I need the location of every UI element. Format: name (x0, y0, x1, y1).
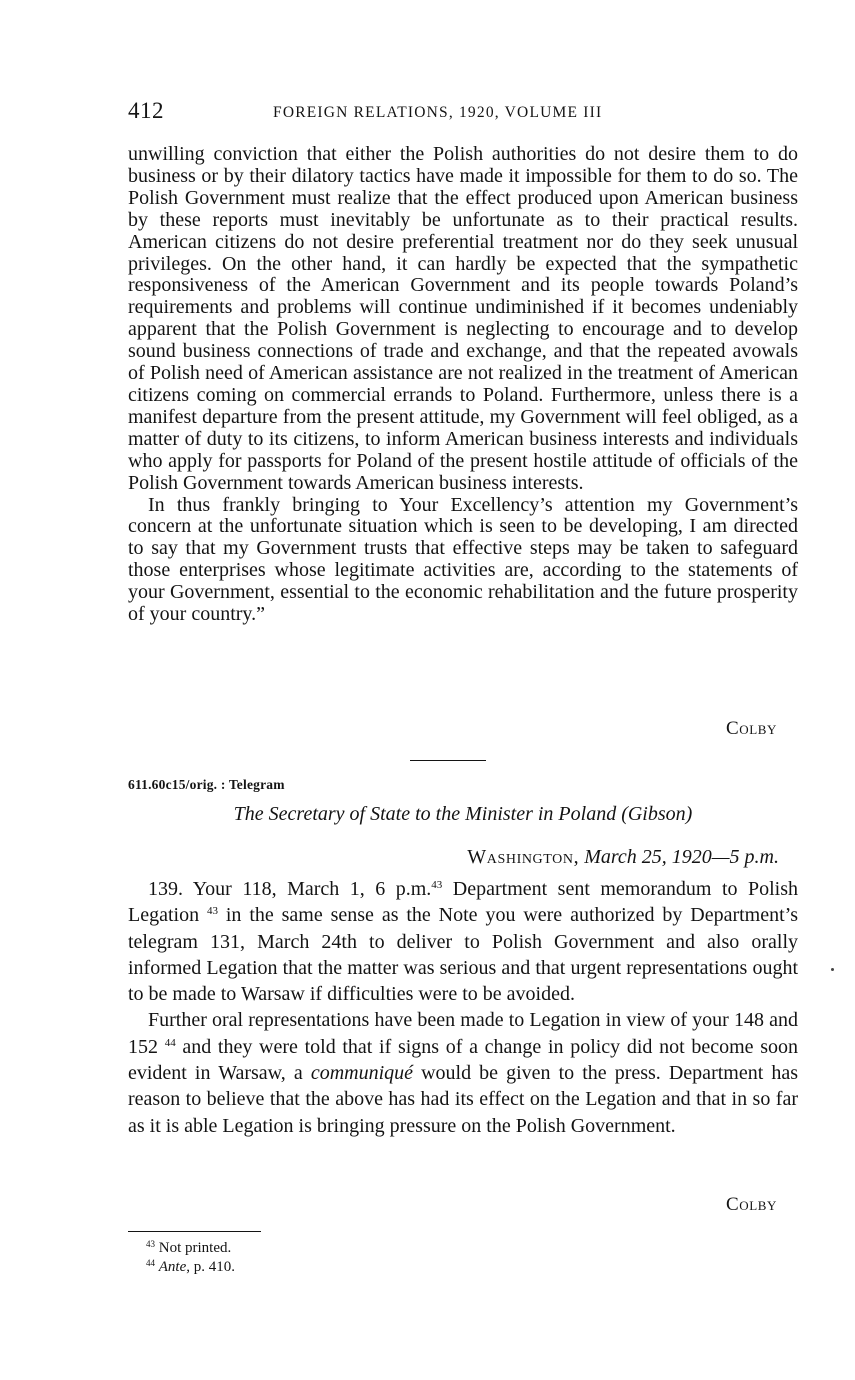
page-number: 412 (128, 98, 164, 123)
scan-speck (831, 968, 834, 971)
telegram-signature: Colby (725, 1194, 777, 1215)
footnote-rule (128, 1231, 261, 1232)
footnotes (146, 1239, 235, 1277)
telegram-text: Further oral representations have been made to Legation in view of your 148 and 152 (128, 1009, 798, 1058)
telegram-text: in the same sense as the Note you were authorized by Department’s telegram 131, March 24th to deliver to Polish Government and also orally informed Legation that the matter was serious and that urgent representations ought to be made to Warsaw if difficulties were to be avoided. (128, 904, 798, 1006)
telegram-text: Department sent memorandum to Polish Legation (128, 878, 799, 927)
page-header (128, 98, 798, 128)
running-head: FOREIGN RELATIONS, 1920, VOLUME III (273, 104, 603, 121)
footnote-italic: Ante (158, 1259, 187, 1275)
telegram-text: and they were told that if signs of a change in policy did not become soon evident in Warsaw, a (128, 1035, 798, 1085)
footnote-item (146, 1258, 235, 1277)
footnote-mark: 44 (146, 1258, 155, 1268)
section-divider (410, 760, 486, 761)
telegram-italic-text: communiqué (310, 1062, 414, 1085)
letter-paragraph: unwilling conviction that either the Polish authorities do not desire them to do business or by their dilatory tactics have made it impossible for them to do so. The Polish Government must realize that the effect produced upon American business by these reports must inevitably be unfortunate as to their practical results. American citizens do not desire preferential treatment nor do they seek unusual privileges. On the other hand, it can hardly be expected that the sympathetic responsiveness of the American Government and its people towards Poland’s requirements and problems will continue undiminished if it becomes undeniably apparent that the Polish Government is neglecting to encourage and to develop sound business connections of trade and exchange, and that the repeated avowals of Polish need of American assistance are not realized in the treatment of American citizens coming on commercial errands to Poland. Furthermore, unless there is a manifest departure from the present attitude, my Government will feel obliged, as a matter of duty to its citizens, to inform American business interests and individuals who apply for passports for Poland of the present hostile attitude of officials of the Polish Government towards American business interests. (128, 143, 798, 494)
footnote-reference[interactable]: 43 (206, 905, 218, 918)
telegram-paragraph (128, 1007, 798, 1138)
footnote-text: , p. 410. (186, 1259, 235, 1275)
dateline-date: March 25, 1920—5 p.m. (584, 846, 779, 868)
telegram-text: 139. Your 118, March 1, 6 p.m. (148, 878, 432, 900)
footnote-text: Not printed. (158, 1240, 232, 1256)
file-reference: 611.60c15/orig. : Telegram (128, 777, 285, 792)
telegram-text: would be given to the press. Department has reason to believe that the above has had its effect on the Legation and that in so far as it is able Legation is bringing pressure on the Polish Government. (128, 1062, 798, 1137)
dateline (467, 846, 779, 869)
footnote-reference[interactable]: 44 (164, 1036, 176, 1049)
telegram-paragraph (128, 876, 798, 1007)
letter-signature: Colby (725, 718, 777, 739)
footnote-reference[interactable]: 43 (431, 879, 443, 891)
dateline-city: Washington, (467, 846, 580, 868)
footnote-mark: 43 (146, 1239, 155, 1249)
footnote-item (146, 1239, 235, 1258)
letter-continuation (128, 144, 798, 626)
letter-paragraph: In thus frankly bringing to Your Excellency’s attention my Government’s concern at the unfortunate situation which is seen to be developing, I am directed to say that my Government trusts that effective steps may be taken to safeguard those enterprises whose legitimate activities are, according to the statements of your Government, essential to the economic rehabilitation and the future prosperity of your country.” (128, 493, 798, 626)
document-title: The Secretary of State to the Minister in Poland (Gibson) (233, 803, 693, 825)
telegram-body (128, 876, 798, 1139)
